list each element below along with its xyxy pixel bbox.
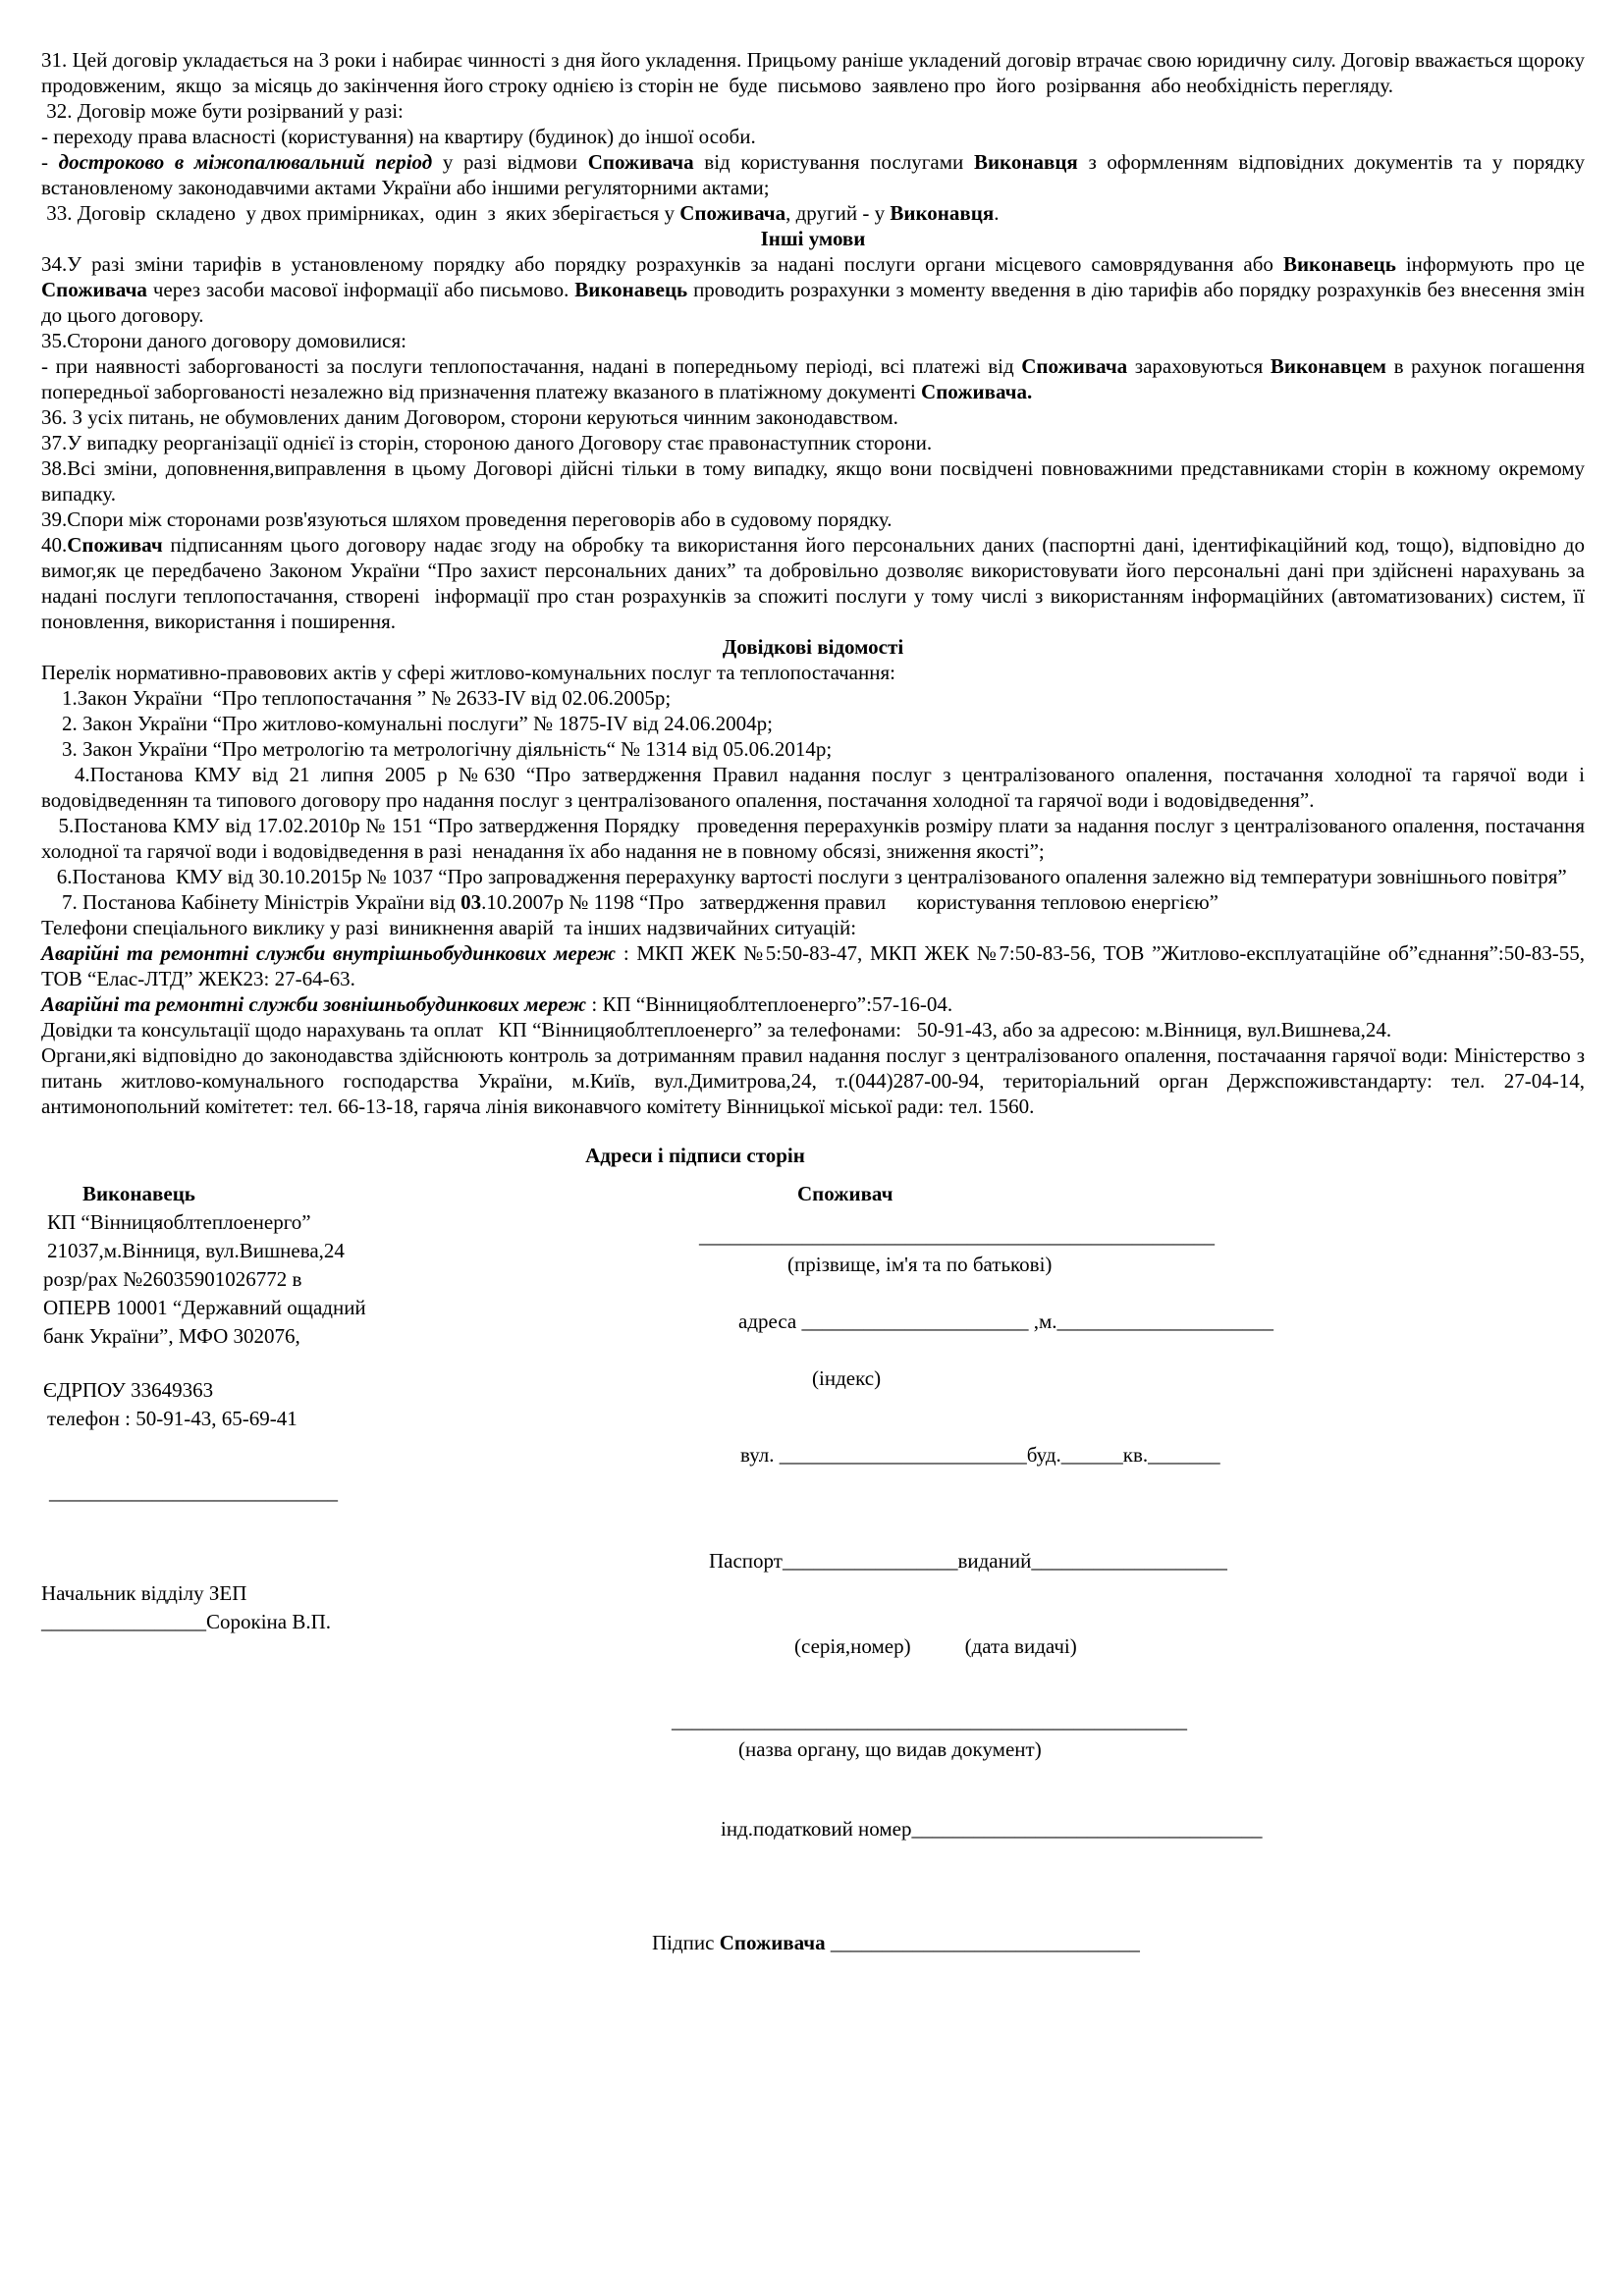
consumer-street-label: вул. <box>740 1443 780 1467</box>
consumer-issued-blank: ___________________ <box>1031 1549 1227 1573</box>
reference-intro: Перелік нормативно-правовових актів у сфері житлово-комунальних послуг та теплопостачання: <box>41 661 895 684</box>
executor-signed-name: ________________Сорокіна В.П. <box>41 1610 332 1633</box>
clause-32: 32. Договір може бути розірваний у разі: <box>41 99 404 123</box>
consumer-street-blank: ________________________ <box>779 1443 1027 1467</box>
law-item-6: 6.Постанова КМУ від 30.10.2015р № 1037 “Про запровадження перерахунку вартості послуги з централізованого опалення залежно від температури зовнішнього повітря” <box>41 865 1567 888</box>
consumer-passport-blank: _________________ <box>782 1549 958 1573</box>
executor-column <box>41 1180 650 1986</box>
executor-position: Начальник відділу ЗЕП <box>41 1581 247 1605</box>
consumer-name-caption: (прізвище, ім'я та по батькові) <box>787 1253 1053 1276</box>
signatures-block <box>41 1180 1585 1986</box>
clause-32-item-early-termination: - достроково в міжопалювальний період у разі відмови Споживача від користування послугами Виконавця з оформленням відповідних документів та у порядку встановленому законодавчими актами України або іншими регуляторними актами; <box>41 150 1591 199</box>
clause-35: 35.Сторони даного договору домовилися: <box>41 329 406 352</box>
executor-title: Виконавець <box>82 1182 195 1205</box>
consumer-tax-blank: __________________________________ <box>911 1817 1263 1841</box>
law-item-4: 4.Постанова КМУ від 21 липня 2005 р №630 “Про затвердження Правил надання послуг з централізованого опалення, постачання холодної та гарячої води і водовідведеннян та типового договору про надання послуг з централізованого опалення, постачання холодної та гарячої води і водовідведення”. <box>41 763 1591 812</box>
consumer-apartment-label: кв. <box>1122 1443 1149 1467</box>
law-item-3: 3. Закон України “Про метрологію та метрологічну діяльність“ № 1314 від 05.06.2014р; <box>41 737 833 761</box>
law-item-1: 1.Закон України “Про теплопостачання ” № 2633-IV від 02.06.2005р; <box>41 686 672 710</box>
consumer-index-caption: (індекс) <box>812 1366 882 1390</box>
executor-bank-line2: банк України”, МФО 302076, <box>43 1324 300 1348</box>
clause-39: 39.Спори між сторонами розв'язуються шляхом проведення переговорів або в судовому порядку. <box>41 507 893 531</box>
consumer-street-row <box>699 1413 1585 1498</box>
section-heading-other-terms: Інші умови <box>760 227 866 250</box>
consumer-signature-label: Підпис <box>652 1931 720 1954</box>
section-heading-reference-info: Довідкові відомості <box>722 635 904 659</box>
consumer-tax-label: інд.податковий номер <box>721 1817 912 1841</box>
clause-34: 34.У разі зміни тарифів в установленому порядку або порядку розрахунків за надані послуги органи місцевого самоврядування або Виконавець інформують про це Споживача через засоби масової інформації або письмово. Виконавець проводить розрахунки з моменту введення в дію тарифів або порядку розрахунків без внесення змін до цього договору. <box>41 252 1591 327</box>
consumer-issue-date-caption: (дата видачі) <box>964 1634 1077 1658</box>
consumer-signature-blank: ______________________________ <box>825 1931 1140 1954</box>
clause-31: 31. Цей договір укладається на 3 роки і набирає чинності з дня його укладення. Прицьому раніше укладений договір втрачає свою юридичну силу. Договір вважається щороку продовженим, якщо за місяць до закінчення його строку однією із сторін не буде письмово заявлено про його розірвання або необхідність перегляду. <box>41 48 1591 97</box>
consumer-building-label: буд. <box>1026 1443 1061 1467</box>
emergency-phones-intro: Телефони спеціального виклику у разі виникнення аварій та інших надзвичайних ситуацій: <box>41 916 857 939</box>
consultations-info: Довідки та консультації щодо нарахувань та оплат КП “Вінницяоблтеплоенерго” за телефонами: 50-91-43, або за адресою: м.Вінниця, вул.Вишнева,24. <box>41 1018 1392 1041</box>
clause-33: 33. Договір складено у двох примірниках, один з яких зберігається у Споживача, другий - у Виконавця. <box>41 201 1000 225</box>
control-authorities-info: Органи,які відповідно до законодавства здійснюють контроль за дотриманням правил надання послуг з централізованого опалення, постачаання гарячої води: Міністерство з питань житлово-комунального господарства України, м.Київ, вул.Димитрова,24, т.(044)287-00-94, територіальний орган Держспоживстандарту: тел. 27-04-14, антимонопольний комітетет: тел. 66-13-18, гаряча лінія виконавчого комітету Вінницької міської ради: тел. 1560. <box>41 1043 1591 1118</box>
consumer-title: Споживач <box>797 1182 893 1205</box>
executor-edrpou: ЄДРПОУ 33649363 <box>43 1378 214 1402</box>
consumer-column <box>650 1180 1585 1986</box>
clause-35-item-debt: - при наявності заборгованості за послуги теплопостачання, надані в попередньому періоді, всі платежі від Споживача зараховуються Виконавцем в рахунок погашення попередньої заборгованості незалежно від призначення платежу вказаного в платіжному документі Споживача. <box>41 354 1591 403</box>
consumer-issuing-org-caption: (назва органу, що видав документ) <box>738 1737 1042 1761</box>
executor-company-name: КП “Вінницяоблтеплоенерго” <box>47 1210 311 1234</box>
consumer-issuing-org-line: __________________________________________________ <box>672 1709 1187 1733</box>
consumer-building-blank: ______ <box>1060 1443 1123 1467</box>
consumer-address-blank-city: _____________________ <box>1056 1309 1274 1333</box>
consumer-address-city-label: ,м. <box>1028 1309 1057 1333</box>
clause-37: 37.У випадку реорганізації однієї із сторін, стороною даного Договору стає правонаступник сторони. <box>41 431 933 454</box>
consumer-signature-name: Споживача <box>719 1931 826 1954</box>
law-item-2: 2. Закон України “Про житлово-комунальні послуги” № 1875-IV від 24.06.2004р; <box>41 712 773 735</box>
emergency-services-external: Аварійні та ремонтні служби зовнішньобудинкових мереж : КП “Вінницяоблтеплоенерго”:57-16-04. <box>41 992 953 1016</box>
consumer-signature-row <box>611 1900 1585 1986</box>
consumer-passport-row <box>668 1519 1585 1604</box>
consumer-series-caption: (серія,номер) <box>794 1634 911 1658</box>
consumer-address-label: адреса <box>738 1309 802 1333</box>
executor-phone: телефон : 50-91-43, 65-69-41 <box>47 1407 298 1430</box>
consumer-passport-label: Паспорт <box>709 1549 783 1573</box>
consumer-tax-number-row <box>679 1787 1585 1872</box>
consumer-address-row <box>697 1279 1585 1364</box>
emergency-services-internal: Аварійні та ремонтні служби внутрішньобудинкових мереж : МКП ЖЕК №5:50-83-47, МКП ЖЕК №7:50-83-56, ТОВ ”Житлово-експлуатаційне об”єднання”:50-83-55, ТОВ “Елас-ЛТД” ЖЕК23: 27-64-63. <box>41 941 1591 990</box>
clause-40: 40.Споживач підписанням цього договору надає згоду на обробку та використання його персональних даних (паспортні дані, ідентифікаційний код, тощо), відповідно до вимог,як це передбачено Законом України “Про захист персональних даних” та добровільно дозволяє використовувати його персональні дані при здійснені нарахувань за надані послуги теплопостачання, створені інформації про стан розрахунків за спожиті послуги у тому числі з використанням інформаційних (автоматизованих) систем, її поновлення, використання і поширення. <box>41 533 1591 633</box>
clause-36: 36. З усіх питань, не обумовлених даним Договором, сторони керуються чинним законодавством. <box>41 405 898 429</box>
section-heading-addresses-signatures: Адреси і підписи сторін <box>585 1144 805 1167</box>
executor-address: 21037,м.Вінниця, вул.Вишнева,24 <box>47 1239 345 1262</box>
executor-bank-line1: ОПЕРВ 10001 “Державний ощадний <box>43 1296 366 1319</box>
consumer-issued-label: виданий <box>957 1549 1032 1573</box>
law-item-7: 7. Постанова Кабінету Міністрів України від 03.10.2007р № 1198 “Про затвердження правил користування тепловою енергією” <box>41 890 1218 914</box>
consumer-address-blank-index: ______________________ <box>801 1309 1029 1333</box>
executor-signature-line: ____________________________ <box>49 1480 338 1504</box>
clause-38: 38.Всі зміни, доповнення,виправлення в цьому Договорі дійсні тільки в тому випадку, якщо вони посвідчені повноважними представниками сторін в кожному окремому випадку. <box>41 456 1591 506</box>
executor-account: розр/рах №26035901026772 в <box>43 1267 302 1291</box>
law-item-5: 5.Постанова КМУ від 17.02.2010р № 151 “Про затвердження Порядку проведення перерахунків розміру плати за надання послуг з централізованого опалення, постачання холодної та гарячої води і водовідведення в разі ненадання їх або надання не в повному обсязі, зниження якості”; <box>41 814 1591 863</box>
consumer-passport-captions <box>650 1604 1585 1689</box>
clause-32-item-transfer: - переходу права власності (користування) на квартиру (будинок) до іншої особи. <box>41 125 756 148</box>
consumer-name-line: __________________________________________________ <box>699 1224 1215 1248</box>
consumer-apartment-blank: _______ <box>1148 1443 1220 1467</box>
